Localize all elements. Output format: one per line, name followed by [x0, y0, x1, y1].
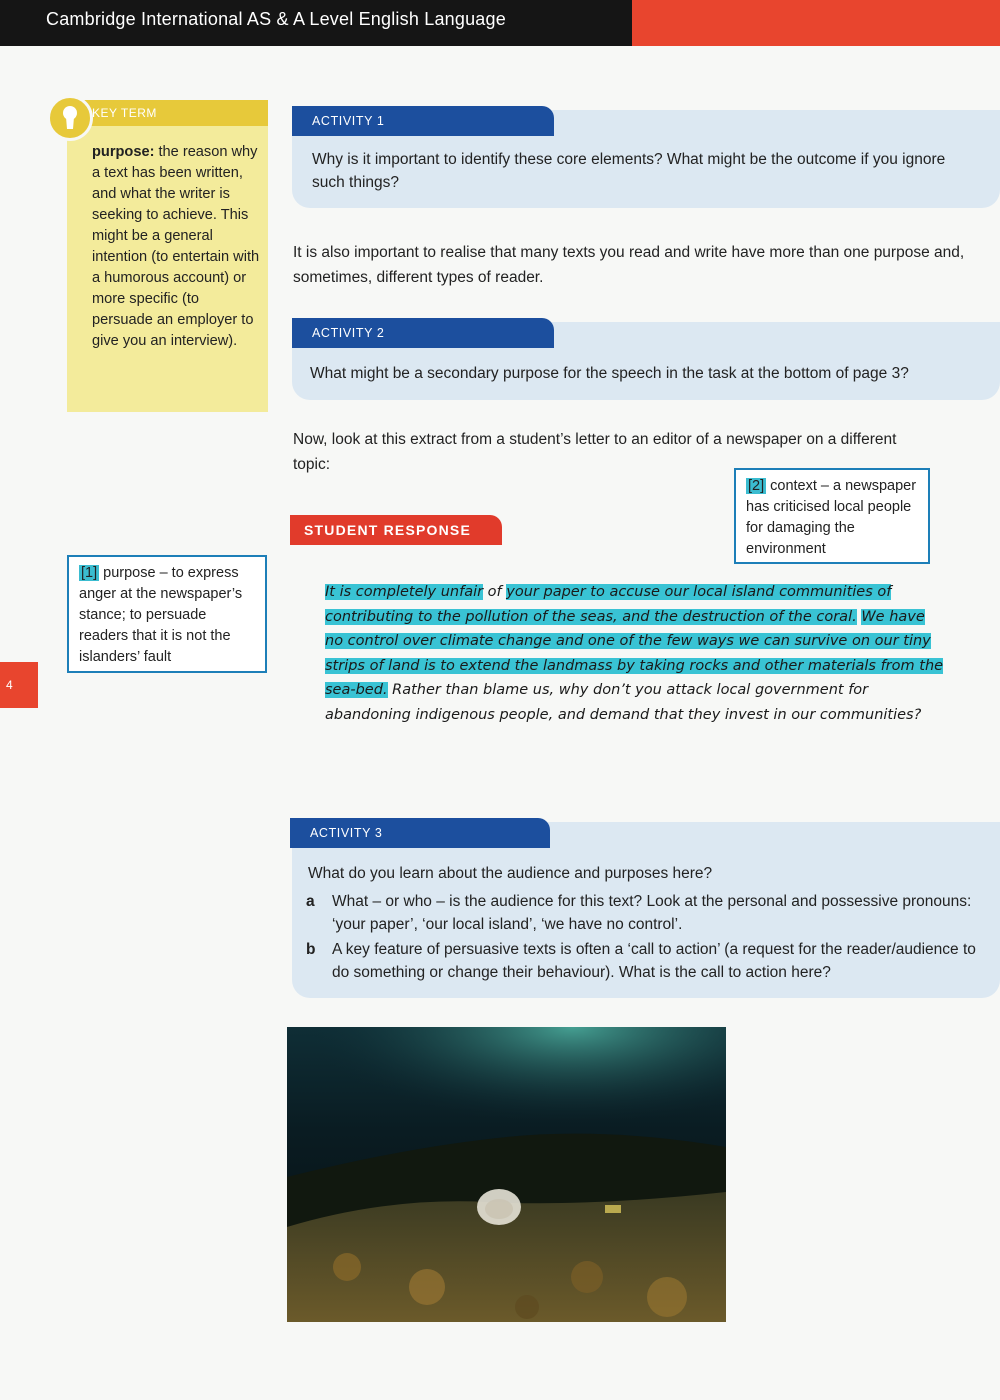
activity-1-label: ACTIVITY 1 [312, 114, 385, 128]
key-term-meaning: the reason why a text has been written, and what the writer is seeking to achieve. This might be a general intention (to entertain with a humorous account) or more specific (to persuade an employer to give you an interview). [92, 144, 260, 349]
header-accent [632, 0, 1000, 46]
list-item-letter: b [306, 941, 316, 958]
annotation-purpose [67, 555, 267, 673]
activity-2-tab [292, 318, 554, 348]
key-term-word: purpose: [92, 144, 155, 160]
list-item-b: A key feature of persuasive texts is often a ‘call to action’ (a request for the reader/audience to do something or change their behaviour). What is the call to action here? [332, 941, 976, 981]
student-response-title: STUDENT RESPONSE [304, 522, 471, 538]
activity-3-label: ACTIVITY 3 [310, 826, 383, 840]
list-item-letter: a [306, 893, 315, 910]
paragraph-2: Now, look at this extract from a student’s letter to an editor of a newspaper on a different topic: [293, 431, 897, 473]
highlight-context: your paper to accuse our local island communities of contributing to the pollution of the seas, and the destruction of the coral. [325, 584, 892, 625]
activity-1-tab [292, 106, 554, 136]
book-title: Cambridge International AS & A Level English Language [46, 9, 506, 29]
activity-2-question: What might be a secondary purpose for the speech in the task at the bottom of page 3? [310, 365, 909, 382]
student-response-label [290, 515, 502, 545]
highlight-purpose: It is completely unfair [325, 584, 484, 600]
annotation-number: [2] [748, 478, 765, 494]
highlight-argument: We have no control over climate change and one of the few ways we can survive on our tiny strips of land is to extend the landmass by taking rocks and other materials from the sea-bed. [325, 608, 944, 698]
keyhole-icon [47, 95, 93, 141]
key-term-label: KEY TERM [92, 106, 157, 120]
student-response-text: It is completely unfair of your paper to accuse our local island communities of contributing to the pollution of the seas, and the destruction of the coral. We have no control over climate change and one of the few ways we can survive on our tiny strips of land is to extend the landmass by taking rocks and other materials from the sea-bed. Rather than blame us, why don’t you attack local government for abandoning indigenous people, and demand that they invest in our communities? [325, 584, 944, 723]
page-number-tab [0, 662, 38, 708]
annotation-context [734, 468, 930, 564]
activity-3-tab [290, 818, 550, 848]
activity-2-label: ACTIVITY 2 [312, 326, 385, 340]
annotation-text: purpose – to express anger at the newspaper’s stance; to persuade readers that it is not the islanders’ fault [79, 565, 243, 665]
coral-reef-photo [287, 1027, 726, 1322]
key-term-definition [92, 142, 262, 352]
page-number: 4 [6, 678, 13, 692]
list-item-a: What – or who – is the audience for this text? Look at the personal and possessive pronouns: ‘your paper’, ‘our local island’, ‘we have no control’. [332, 893, 972, 933]
annotation-number: [1] [81, 565, 98, 581]
annotation-text: context – a newspaper has criticised local people for damaging the environment [746, 478, 917, 557]
activity-1-question: Why is it important to identify these core elements? What might be the outcome if you ignore such things? [312, 151, 946, 191]
paragraph-1: It is also important to realise that many texts you read and write have more than one purpose and, sometimes, different types of reader. [293, 244, 965, 286]
activity-3-intro: What do you learn about the audience and purposes here? [308, 865, 713, 882]
